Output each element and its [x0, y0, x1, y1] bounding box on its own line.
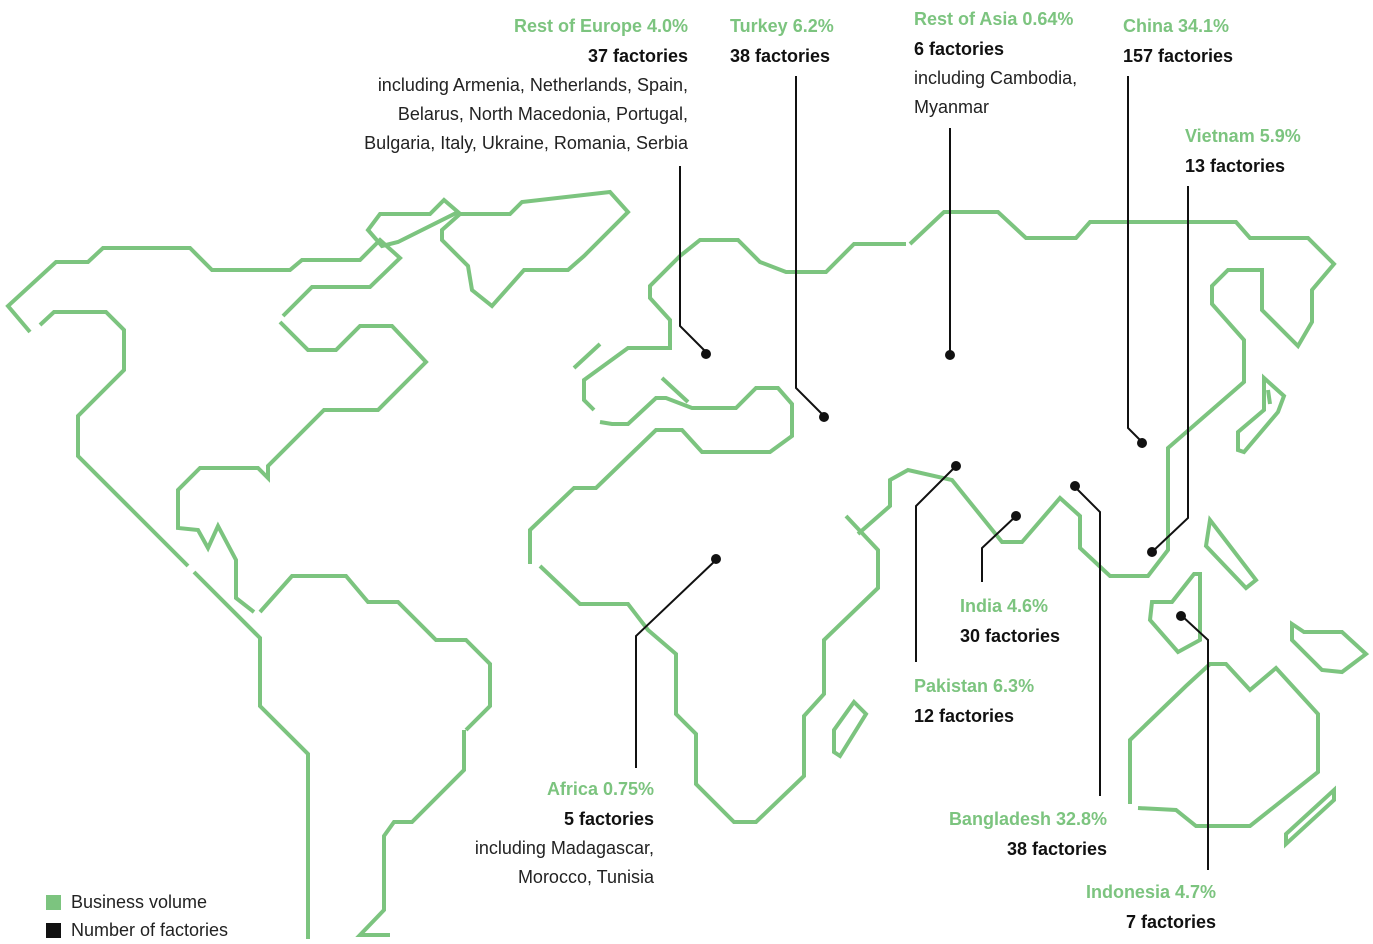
rest-of-asia-note-2: Myanmar: [914, 97, 990, 117]
south-america-outline-south: [360, 730, 464, 935]
legend-business-volume: [46, 888, 228, 916]
label-indonesia: [1086, 877, 1216, 937]
marker-rest-of-europe: [701, 349, 711, 359]
africa-note-1: including Madagascar,: [474, 838, 654, 858]
china-share: China 34.1%: [1123, 16, 1230, 36]
europe-outline-main: [584, 240, 906, 410]
new-zealand-outline: [1286, 790, 1334, 844]
south-america-outline: [194, 572, 308, 939]
legend: [46, 888, 228, 944]
leader-turkey: [796, 76, 824, 416]
marker-vietnam: [1147, 547, 1157, 557]
bangladesh-share: Bangladesh 32.8%: [948, 809, 1107, 829]
factories-swatch: [46, 923, 61, 938]
vietnam-share: Vietnam 5.9%: [1185, 126, 1301, 146]
greenland-outline: [442, 192, 628, 306]
marker-africa: [711, 554, 721, 564]
rest-of-europe-factories: 37 factories: [587, 46, 688, 66]
india-share: India 4.6%: [960, 596, 1049, 616]
mediterranean-outline: [530, 388, 792, 564]
vietnam-factories: 13 factories: [1185, 156, 1286, 176]
indonesia-factories: 7 factories: [1125, 912, 1216, 932]
africa-note-2: Morocco, Tunisia: [517, 867, 654, 887]
rest-of-europe-note-2: Belarus, North Macedonia, Portugal,: [397, 104, 688, 124]
turkey-share: Turkey 6.2%: [730, 16, 834, 36]
hudson-bay-outline: [178, 322, 426, 612]
legend-factories-label: Number of factories: [71, 919, 229, 940]
business-volume-swatch: [46, 895, 61, 910]
india-factories: 30 factories: [960, 626, 1061, 646]
label-rest-of-europe: [364, 11, 688, 158]
rest-of-asia-share: Rest of Asia 0.64%: [914, 9, 1074, 29]
label-rest-of-asia: [914, 4, 1077, 122]
rest-of-europe-note-3: Bulgaria, Italy, Ukraine, Romania, Serbia: [364, 133, 688, 153]
japan-outline-2: [1268, 390, 1270, 404]
leader-pakistan: [916, 466, 956, 662]
rest-of-asia-factories: 6 factories: [914, 39, 1005, 59]
africa-share: Africa 0.75%: [546, 779, 654, 799]
continent-outlines: [8, 192, 1366, 939]
europe-outline: [574, 344, 600, 368]
bangladesh-factories: 38 factories: [1006, 839, 1107, 859]
philippines-outline: [1206, 520, 1256, 588]
indonesia-share: Indonesia 4.7%: [1085, 882, 1216, 902]
south-america-outline-east: [260, 576, 490, 730]
marker-indonesia: [1176, 611, 1186, 621]
australia-outline: [1130, 664, 1318, 826]
marker-china: [1137, 438, 1147, 448]
label-china: [1123, 11, 1233, 71]
japan-outline: [1238, 378, 1284, 452]
label-africa: [475, 774, 654, 892]
borneo-outline: [1150, 574, 1200, 652]
label-vietnam: [1185, 121, 1301, 181]
leader-indonesia: [1182, 616, 1208, 870]
label-turkey: [730, 11, 834, 71]
marker-bangladesh: [1070, 481, 1080, 491]
turkey-factories: 38 factories: [730, 46, 831, 66]
marker-india: [1011, 511, 1021, 521]
marker-rest-of-asia: [945, 350, 955, 360]
leader-rest-of-europe: [680, 166, 706, 352]
marker-pakistan: [951, 461, 961, 471]
north-america-outline: [8, 240, 400, 332]
pakistan-factories: 12 factories: [914, 706, 1015, 726]
leader-china: [1128, 76, 1142, 442]
label-bangladesh: [949, 804, 1107, 864]
rest-of-europe-share: Rest of Europe 4.0%: [513, 16, 688, 36]
legend-business-volume-label: Business volume: [71, 891, 208, 912]
rest-of-europe-note-1: including Armenia, Netherlands, Spain,: [377, 75, 688, 95]
new-guinea-outline: [1292, 624, 1366, 672]
label-pakistan: [914, 671, 1034, 731]
madagascar-outline: [834, 702, 866, 756]
africa-factories: 5 factories: [563, 809, 654, 829]
china-factories: 157 factories: [1123, 46, 1234, 66]
north-america-outline-west: [40, 312, 188, 566]
rest-of-asia-note-1: including Cambodia,: [914, 68, 1078, 88]
pakistan-share: Pakistan 6.3%: [914, 676, 1035, 696]
label-india: [960, 591, 1060, 651]
legend-factories: [46, 916, 228, 944]
marker-turkey: [819, 412, 829, 422]
